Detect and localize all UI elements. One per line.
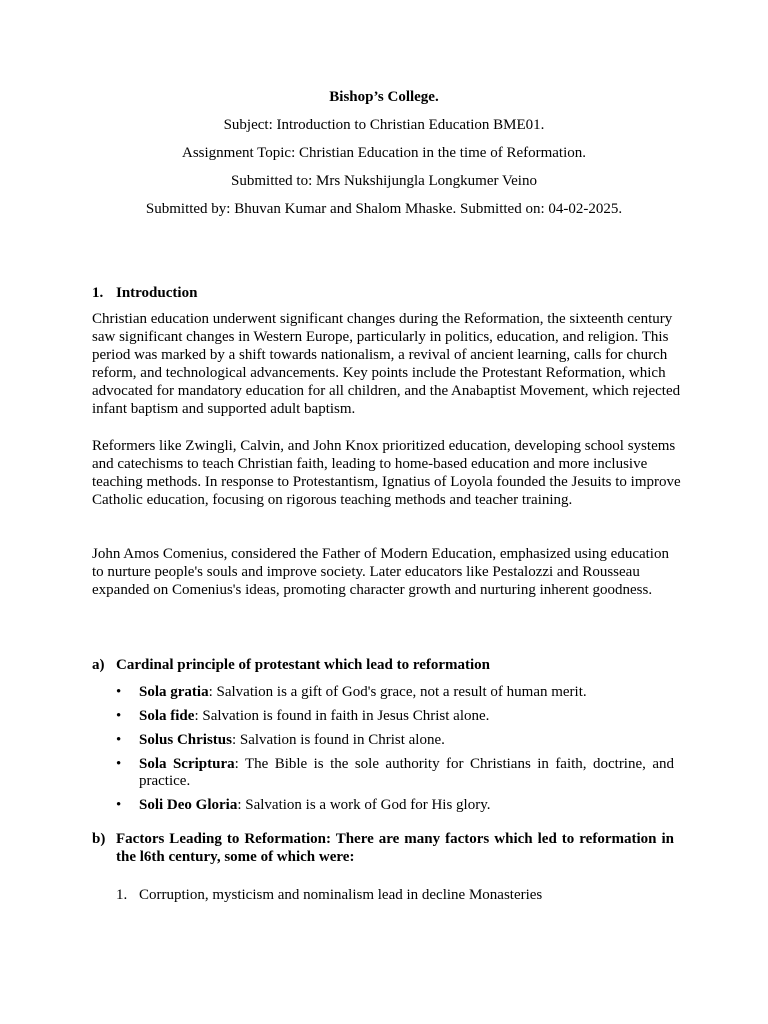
factor-number: 1.	[116, 887, 128, 903]
intro-paragraph-2: Reformers like Zwingli, Calvin, and John Knox prioritized education, developing school systems and catechisms to teach Christian faith, leading to home-based education and more inclusive teaching methods. In response to Protestantism, Ignatius of Loyola founded the Jesuits to improve Catholic education, focusing on rigorous teaching methods and teacher training.	[92, 438, 681, 508]
principle-term: Sola gratia	[139, 684, 209, 700]
section-b-marker: b)	[92, 831, 106, 847]
bullet-icon: •	[116, 708, 122, 724]
topic-line: Assignment Topic: Christian Education in the time of Reformation.	[181, 145, 587, 161]
principle-term: Solus Christus	[139, 732, 232, 748]
bullet-icon: •	[116, 732, 122, 748]
list-item	[92, 684, 674, 702]
principle-term: Sola fide	[139, 708, 195, 724]
principle-text: : Salvation is a work of God for His glory.	[237, 797, 491, 813]
list-item	[92, 708, 674, 726]
principle-text: : Salvation is found in Christ alone.	[231, 732, 445, 748]
submitted-by-line: Submitted by: Bhuvan Kumar and Shalom Mhaske. Submitted on: 04-02-2025.	[145, 201, 623, 217]
principle-term: Sola Scriptura	[139, 756, 235, 772]
subject-line: Subject: Introduction to Christian Education BME01.	[223, 117, 545, 133]
submitted-to-line: Submitted to: Mrs Nukshijungla Longkumer Veino	[231, 173, 537, 189]
section-1-title: Introduction	[116, 285, 198, 301]
bullet-icon: •	[116, 684, 122, 700]
section-1-number: 1.	[92, 285, 104, 301]
bullet-icon: •	[116, 797, 122, 813]
section-b-title: Factors Leading to Reformation: There are many factors which led to reformation in the l6th century, some of which were:	[116, 831, 674, 865]
intro-paragraph-1: Christian education underwent significant changes during the Reformation, the sixteenth century saw significant changes in Western Europe, particularly in politics, education, and religion. This period was marked by a shift towards nationalism, a revival of ancient learning, calls for church reform, and technological advancements. Key points include the Protestant Reformation, which advocated for mandatory education for all children, and the Anabaptist Movement, which rejected infant baptism and supported adult baptism.	[92, 311, 681, 417]
list-item-text	[139, 684, 674, 701]
list-item-text	[139, 708, 674, 725]
list-item	[92, 797, 674, 815]
section-b-heading	[92, 830, 674, 866]
college-title: Bishop’s College.	[329, 89, 439, 105]
principle-text: : Salvation is found in faith in Jesus Christ alone.	[194, 708, 490, 724]
list-item-text	[139, 756, 674, 790]
principle-term: Soli Deo Gloria	[139, 797, 238, 813]
section-1-heading	[92, 284, 198, 302]
section-a-heading	[92, 656, 692, 674]
section-a-marker: a)	[92, 657, 105, 673]
bullet-icon: •	[116, 756, 122, 772]
list-item-text	[139, 797, 674, 814]
factor-text: Corruption, mysticism and nominalism lead in decline Monasteries	[139, 887, 543, 903]
list-item	[92, 756, 674, 792]
list-item	[92, 732, 674, 750]
principle-text: : The Bible is the sole authority for Christians in faith, doctrine, and practice.	[139, 756, 674, 789]
list-item-text	[139, 732, 674, 749]
principle-text: : Salvation is a gift of God's grace, not a result of human merit.	[208, 684, 587, 700]
intro-paragraph-3: John Amos Comenius, considered the Father of Modern Education, emphasized using education to nurture people's souls and improve society. Later educators like Pestalozzi and Rousseau expanded on Comenius's ideas, promoting character growth and nurturing inherent goodness.	[92, 546, 669, 598]
section-a-title: Cardinal principle of protestant which lead to reformation	[116, 657, 491, 673]
